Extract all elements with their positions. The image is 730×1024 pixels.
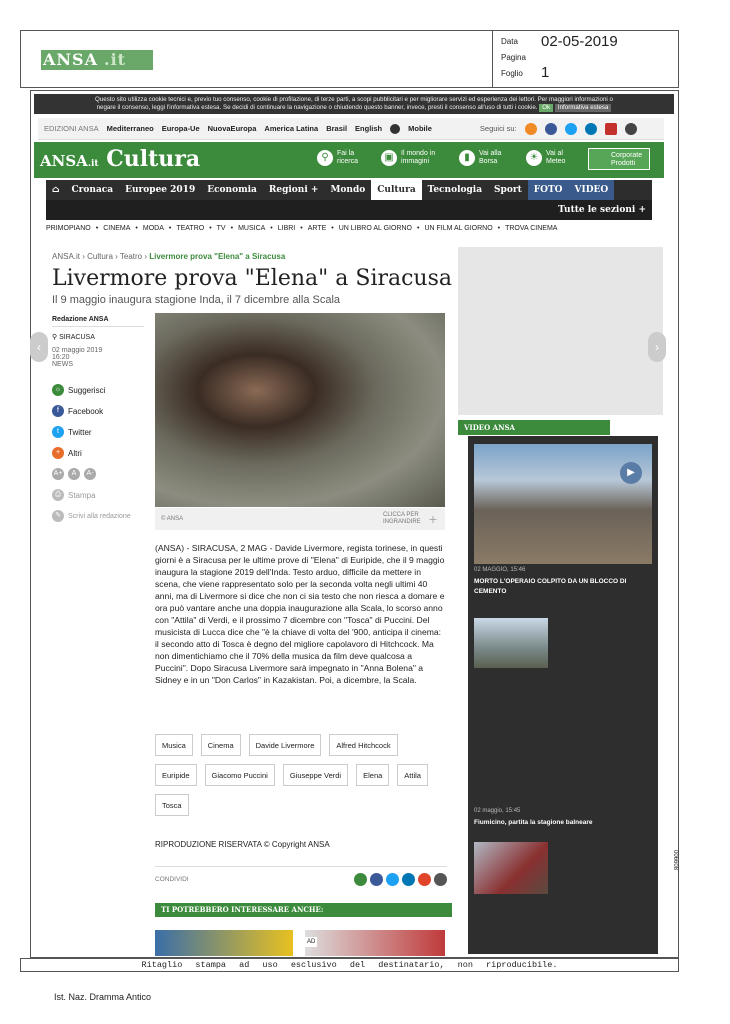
article-body: (ANSA) - SIRACUSA, 2 MAG - Davide Livermore, regista torinese, in questi giorni è a Siracusa per le ultime prove di "Elena" di Euripide, che il 9 maggio inaugura la stagione 2019 dell'Inda. Testo arduo, difficile da mettere in scena, che viene rappresentato solo per la seconda volta negli ultimi 40 anni, ma di Livermore si dice che non ci sia testo che non riesca a domare e ora può vantare anche una doppia inaugurazione alla Scala, lo scorso anno con "Attila" di Verdi, e il prossimo 7 dicembre con "Tosca" di Puccini. Del musicista di Lucca dice che "è la chiave di volta del '900, anticipa il cinema: il secondo atto di Tosca è degno del migliore capolavoro di Hitchcock. Ma non dimentichiamo che il 70% della musica da film deve qualcosa a Puccini". Dopo Siracusa Livermore sarà impegnato in "Anna Bolena" a Sidney e in un "Don Carlos" in Kazakistan. Poi, a dicembre, la Scala. xyxy=(155,543,445,685)
edition-link[interactable]: America Latina xyxy=(264,124,319,133)
data-label: Data xyxy=(501,37,518,46)
page-title: Livermore prova "Elena" a Siracusa xyxy=(52,266,453,291)
cookie-text-1: Questo sito utilizza cookie tecnici e, previo tuo consenso, cookie di profilazione, di terze parti, a scopi pubblicitari e per migliorare servizi ed esperienza dei lettori. Per maggiori informazioni o xyxy=(95,96,613,103)
article-sidebar xyxy=(52,316,144,531)
meteo-button[interactable]: ☀ Vai al Meteo xyxy=(526,150,580,166)
search-icon: ⚲ xyxy=(317,150,333,166)
subnav-item[interactable]: TROVA CINEMA xyxy=(505,225,558,232)
ad-placeholder xyxy=(458,247,663,415)
suggest-icon[interactable] xyxy=(354,873,367,886)
nav-item[interactable]: Cronaca xyxy=(71,185,114,195)
clipping-header xyxy=(20,30,679,88)
cookie-banner xyxy=(34,94,674,114)
copyright: RIPRODUZIONE RISERVATA © Copyright ANSA xyxy=(155,840,330,849)
other-share-button[interactable]: + Altri xyxy=(52,447,144,459)
tag[interactable]: Musica xyxy=(155,734,193,756)
suggest-icon: ☼ xyxy=(52,384,64,396)
related-ad-thumb[interactable] xyxy=(305,930,445,956)
tag[interactable]: Euripide xyxy=(155,764,197,786)
breadcrumb-item[interactable]: Teatro xyxy=(119,252,143,261)
corporate-button[interactable]: Corporate Prodotti xyxy=(588,148,650,170)
follow-label: Seguici su: xyxy=(479,124,517,133)
tag[interactable]: Giacomo Puccini xyxy=(205,764,275,786)
article-type: NEWS xyxy=(52,361,73,368)
nav-item[interactable]: Economia xyxy=(207,185,257,195)
email-icon[interactable] xyxy=(434,873,447,886)
suggest-button[interactable]: ☼ Suggerisci xyxy=(52,384,144,396)
breadcrumb-item[interactable]: ANSA.it xyxy=(52,252,81,261)
video-title[interactable]: MORTO L'OPERAIO COLPITO DA UN BLOCCO DI CEMENTO xyxy=(474,578,627,595)
editions-bar xyxy=(38,118,664,140)
institution: Ist. Naz. Dramma Antico xyxy=(54,992,152,1002)
cookie-text-2: negare il consenso, leggi l'informativa estesa. Se decidi di continuare la navigazione o chiudendo questo banner, invece, presti il consenso all'uso di tutti i cookie. xyxy=(96,104,538,111)
breadcrumb-item[interactable]: Cultura xyxy=(87,252,113,261)
facebook-icon: f xyxy=(52,405,64,417)
video-thumbnail[interactable] xyxy=(474,444,652,564)
edition-link[interactable]: Brasil xyxy=(326,124,348,133)
sub-nav: PRIMOPIANO • CINEMA • MODA • TEATRO • TV • MUSICA • LIBRI • ARTE • UN LIBRO AL GIORNO • UN FILM AL GIORNO • TROVA CINEMA xyxy=(46,225,666,237)
video-date: 02 maggio, 15:45 xyxy=(474,808,521,814)
foglio-value: 1 xyxy=(541,64,550,81)
clipping-code: 006608 xyxy=(672,850,678,871)
pencil-icon: ✎ xyxy=(52,510,64,522)
prev-arrow-icon[interactable]: ‹ xyxy=(30,332,48,362)
subnav-item[interactable]: UN LIBRO AL GIORNO xyxy=(338,225,412,232)
video-section-title: VIDEO ANSA xyxy=(458,420,610,435)
tag-list xyxy=(155,734,447,816)
breadcrumb-current: Livermore prova "Elena" a Siracusa xyxy=(149,252,286,261)
tag[interactable]: Attila xyxy=(397,764,428,786)
author: Redazione ANSA xyxy=(52,316,144,327)
subnav-item[interactable]: TEATRO xyxy=(176,225,205,232)
article-photo[interactable] xyxy=(155,313,445,507)
nav-item[interactable]: Europee 2019 xyxy=(125,185,196,195)
edition-link[interactable]: Mobile xyxy=(408,124,432,133)
ad-label: AD xyxy=(307,939,316,945)
video-title[interactable]: Fiumicino, partita la stagione balneare xyxy=(474,819,593,826)
print-icon: ⎙ xyxy=(52,489,64,501)
font-increase-button[interactable]: A+ xyxy=(52,468,64,480)
article-subtitle: Il 9 maggio inaugura stagione Inda, il 7 dicembre alla Scala xyxy=(52,294,341,306)
twitter-icon[interactable] xyxy=(386,873,399,886)
subnav-item[interactable]: LIBRI xyxy=(277,225,296,232)
tag[interactable]: Cinema xyxy=(201,734,241,756)
images-button[interactable]: ▣ Il mondo in immagini xyxy=(381,150,453,166)
subnav-item[interactable]: PRIMOPIANO xyxy=(46,225,91,232)
subnav-item[interactable]: UN FILM AL GIORNO xyxy=(424,225,493,232)
borsa-button[interactable]: ▮ Vai alla Borsa xyxy=(459,150,513,166)
time: 16:20 xyxy=(52,354,70,361)
flipboard-icon[interactable] xyxy=(418,873,431,886)
facebook-icon[interactable] xyxy=(370,873,383,886)
photo-caption-bar xyxy=(155,508,445,530)
home-icon[interactable]: ⌂ xyxy=(52,185,60,195)
sun-icon: ☀ xyxy=(526,150,542,166)
related-thumb[interactable] xyxy=(155,930,293,956)
nav-item[interactable]: VIDEO xyxy=(569,180,615,200)
related-header: TI POTREBBERO INTERESSARE ANCHE: xyxy=(155,903,452,917)
section-title[interactable]: ANSA.it Cultura xyxy=(40,146,201,172)
font-size-controls xyxy=(52,468,144,480)
share-label: CONDIVIDI xyxy=(155,876,189,883)
section-header xyxy=(34,142,664,178)
youtube-icon[interactable] xyxy=(605,123,617,135)
video-thumbnail[interactable] xyxy=(474,618,548,668)
edition-link[interactable]: Europa-Ue xyxy=(161,124,200,133)
nav-item[interactable]: Tecnologia xyxy=(427,185,483,195)
video-date: 02 MAGGIO, 15:46 xyxy=(474,567,526,573)
edition-link[interactable]: English xyxy=(355,124,383,133)
linkedin-icon[interactable] xyxy=(585,123,597,135)
subnav-item[interactable]: ARTE xyxy=(307,225,327,232)
clipping-footer: Ritaglio stampa ad uso esclusivo del destinatario, non riproducibile. xyxy=(20,958,679,972)
nav-item[interactable]: Sport xyxy=(494,185,522,195)
font-decrease-button[interactable]: A- xyxy=(84,468,96,480)
video-camera-icon: ▶ xyxy=(620,462,642,484)
nav-item[interactable]: Regioni + xyxy=(268,185,319,195)
subnav-item[interactable]: MUSICA xyxy=(238,225,266,232)
edition-link[interactable]: NuovaEuropa xyxy=(207,124,257,133)
linkedin-icon[interactable] xyxy=(402,873,415,886)
enlarge-link[interactable]: CLICCA PER INGRANDIRE xyxy=(383,512,421,525)
place: SIRACUSA xyxy=(59,334,95,341)
plus-icon: + xyxy=(52,447,64,459)
print-button[interactable]: ⎙ Stampa xyxy=(52,489,144,501)
subnav-item[interactable]: MODA xyxy=(142,225,164,232)
camera-icon: ▣ xyxy=(381,150,397,166)
chart-icon: ▮ xyxy=(459,150,475,166)
foglio-label: Foglio xyxy=(501,69,523,78)
nav-item[interactable]: Mondo xyxy=(330,185,366,195)
plus-icon[interactable]: + xyxy=(428,511,437,527)
instagram-icon[interactable] xyxy=(625,123,637,135)
all-sections-link[interactable]: Tutte le sezioni + xyxy=(46,200,652,220)
photo-credit: © ANSA xyxy=(161,516,184,522)
clipping-logo-cell xyxy=(21,31,493,87)
date: 02 maggio 2019 xyxy=(52,347,103,354)
data-value: 02-05-2019 xyxy=(541,33,618,50)
main-nav xyxy=(46,180,652,200)
mobile-icon xyxy=(390,124,400,134)
tag[interactable]: Giuseppe Verdi xyxy=(283,764,348,786)
tag[interactable]: Elena xyxy=(356,764,389,786)
location-icon: ⚲ xyxy=(52,334,58,341)
facebook-share-button[interactable]: f Facebook xyxy=(52,405,144,417)
write-editor-button[interactable]: ✎ Scrivi alla redazione xyxy=(52,510,144,522)
twitter-icon[interactable] xyxy=(565,123,577,135)
facebook-icon[interactable] xyxy=(545,123,557,135)
tag[interactable]: Tosca xyxy=(155,794,189,816)
font-reset-button[interactable]: A xyxy=(68,468,80,480)
subnav-item[interactable]: CINEMA xyxy=(103,225,131,232)
editions-label: EDIZIONI ANSA xyxy=(44,124,99,133)
cookie-ok-button[interactable]: Ok xyxy=(539,104,553,112)
breadcrumb: ANSA.it › Cultura › Teatro › Livermore prova "Elena" a Siracusa xyxy=(52,252,286,261)
pagina-label: Pagina xyxy=(501,53,526,62)
tag[interactable]: Davide Livermore xyxy=(249,734,322,756)
subnav-item[interactable]: TV xyxy=(216,225,226,232)
video-thumbnail[interactable] xyxy=(474,842,548,894)
edition-link[interactable]: Mediterraneo xyxy=(106,124,154,133)
search-button[interactable]: ⚲ Fai la ricerca xyxy=(317,150,371,166)
next-arrow-icon[interactable]: › xyxy=(648,332,666,362)
twitter-icon: t xyxy=(52,426,64,438)
video-list xyxy=(468,436,658,954)
tag[interactable]: Alfred Hitchcock xyxy=(329,734,397,756)
share-bar xyxy=(155,866,447,886)
nav-item[interactable]: FOTO xyxy=(528,180,569,200)
cookie-info-link[interactable]: Informativa estesa xyxy=(555,104,612,112)
nav-item-active[interactable]: Cultura xyxy=(371,180,421,200)
rss-icon[interactable] xyxy=(525,123,537,135)
twitter-share-button[interactable]: t Twitter xyxy=(52,426,144,438)
ansa-logo: ANSA .it xyxy=(41,50,153,70)
